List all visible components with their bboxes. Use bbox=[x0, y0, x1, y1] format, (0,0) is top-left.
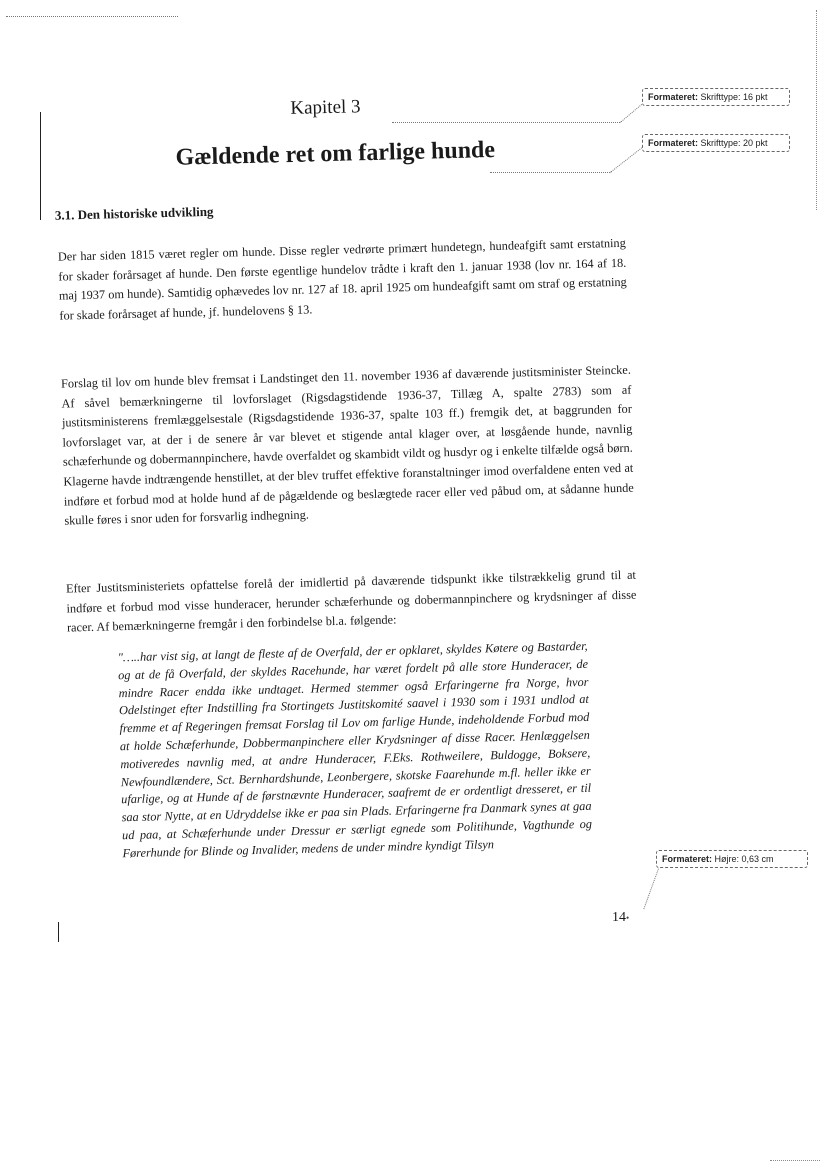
comment-leader bbox=[392, 122, 620, 123]
formatting-comment[interactable] bbox=[642, 88, 790, 106]
paragraph: Efter Justitsministeriets opfattelse forelå der imidlertid på daværende tidspunkt ikke tilstrækkelig grund til at indføre et forbud mod visse hunderacer, herunder schæferhunde og dobermannpinchere og krydsninger af disse racer. Af bemærkningerne fremgår i den forbindelse bl.a. følgende: bbox=[65, 567, 637, 635]
chapter-label: Kapitel 3 bbox=[290, 96, 361, 119]
scan-artifact-right bbox=[816, 10, 817, 210]
page-number-mark: • bbox=[626, 913, 630, 923]
paragraph: Forslag til lov om hunde blev fremsat i Landstinget den 11. november 1936 af daværende justitsminister Steincke. Af såvel bemærkningerne til lovforslaget (Rigsdagstidende 1936-37, Tillæg A, spalte 2783) som af justitsministerens fremlæggelsestale (Rigsdagstidende 1936-37, spalte 103 ff.) fremgik det, at baggrunden for lovforslaget var, at der i de senere år var blevet et stigende antal klager over, at løsgående hunde, navnlig schæferhunde og dobermannpinchere, havde overfaldet og skambidt vildt og husdyr og i enkelte tilfælde også børn. Klagerne havde indtrængende henstillet, at der blev truffet effektive foranstaltninger imod overfaldene enten ved at indføre et forbud mod at holde hund af de pågældende og beslægtede racer eller ved påbud om, at sådanne hunde skulle føres i snor uden for forsvarlig indhegning. bbox=[60, 362, 634, 528]
comment-leader bbox=[490, 172, 610, 173]
formatting-comment[interactable] bbox=[656, 850, 808, 868]
comment-leader bbox=[620, 104, 642, 123]
block-quote: "…..har vist sig, at langt de fleste af de Overfald, der er opklaret, skyldes Køtere og Bastarder, og at de få Overfald, der skyldes Racehunde, har været fordelt på alle store Hunderacer, de mindre Racer endda ikke undtaget. Hermed stemmer også Erfaringerne fra Norge, hvor Odelstinget efter Indstilling fra Stortingets Justitskomité saavel i 1930 som i 1931 undlod at fremme et af Regeringen fremsat Forslag til Lov om farlige Hunde, indeholdende Forbud mod at holde Schæferhunde, Dobbermanpinchere eller Krydsninger af disse Racer. Henlæggelsen motiveredes navnlig med, at andre Hunderacer, F.Eks. Rothweilere, Buldogge, Boksere, Newfoundlændere, Sct. Bernhardshunde, Leonbergere, skotske Faarehunde m.fl. heller ikke er ufarlige, og at Hunde af de førstnævnte Hunderacer, saafremt de er ordentligt dresseret, er til saa stor Nytte, at en Udryddelse ikke er paa sin Plads. Erfaringerne fra Danmark synes at gaa ud paa, at Schæferhunde under Dressur er særligt egnede som Politihunde, Vagthunde og Førerhunde for Blinde og Invalider, medens de under mindre kyndigt Tilsyn bbox=[117, 638, 593, 861]
comment-label: Formateret: bbox=[648, 138, 699, 148]
page-number bbox=[612, 910, 629, 926]
page-number-value: 14 bbox=[612, 910, 626, 925]
change-bar bbox=[40, 112, 41, 220]
comment-text: Skrifttype: 16 pkt bbox=[700, 92, 768, 102]
change-bar bbox=[58, 922, 59, 942]
comment-label: Formateret: bbox=[648, 92, 699, 102]
paragraph: Der har siden 1815 været regler om hunde. Disse regler vedrørte primært hundetegn, hundeafgift samt erstatning for skader forårsaget af hunde. Den første egentlige hundelov trådte i kraft den 1. januar 1938 (lov nr. 164 af 18. maj 1937 om hunde). Samtidig ophævedes lov nr. 127 af 18. april 1925 om hundeafgift samt om straf og erstatning for skade forårsaget af hunde, jf. hundelovens § 13. bbox=[57, 235, 627, 323]
comment-text: Skrifttype: 20 pkt bbox=[700, 138, 768, 148]
chapter-title: Gældende ret om farlige hunde bbox=[175, 136, 496, 171]
comment-label: Formateret: bbox=[662, 854, 713, 864]
formatting-comment[interactable] bbox=[642, 134, 790, 152]
scan-artifact-top bbox=[6, 16, 178, 17]
scan-artifact-bottom bbox=[770, 1160, 820, 1161]
comment-text: Højre: 0,63 cm bbox=[714, 854, 774, 864]
comment-leader bbox=[643, 866, 660, 910]
section-title: 3.1. Den historiske udvikling bbox=[54, 203, 214, 223]
document-body bbox=[42, 81, 642, 861]
comment-leader bbox=[610, 147, 642, 172]
